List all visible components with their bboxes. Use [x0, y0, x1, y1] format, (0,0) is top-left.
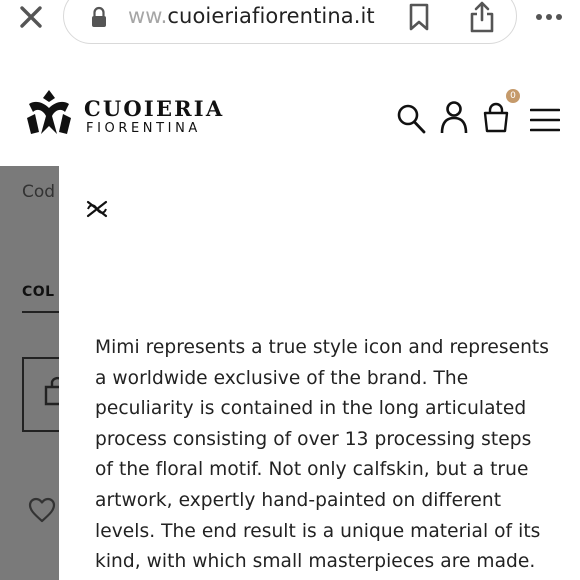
- shopping-bag-icon[interactable]: [481, 101, 511, 133]
- browser-toolbar: [0, 0, 580, 62]
- brand-name-line1: CUOIERIA: [84, 96, 225, 121]
- brand-logo-icon[interactable]: [25, 88, 73, 136]
- bookmark-icon[interactable]: [408, 3, 430, 31]
- more-options-icon[interactable]: [535, 13, 563, 21]
- cart-count-badge: 0: [506, 89, 520, 103]
- wishlist-heart-icon[interactable]: [28, 497, 56, 523]
- share-icon[interactable]: [468, 0, 496, 34]
- brand-name-line2: FIORENTINA: [86, 121, 201, 136]
- product-description-text: Mimi represents a true style icon and represents a worldwide exclusive of the brand. The peculiarity is contained in the long articulated process consisting of over 13 processing steps of the floral motif. Not only calfskin, but a true artwork, expertly hand-painted on different levels. The end result is a unique material of its kind, with which small masterpieces are made.: [95, 337, 550, 573]
- user-account-icon[interactable]: [439, 100, 469, 134]
- search-icon[interactable]: [396, 103, 426, 135]
- close-drawer-icon[interactable]: [85, 198, 109, 220]
- color-section-underline: [22, 311, 62, 313]
- close-icon[interactable]: [18, 4, 44, 30]
- hamburger-menu-icon[interactable]: [530, 108, 560, 132]
- url-domain: cuoieriafiorentina.it: [167, 4, 375, 28]
- product-code-label: Cod: [22, 182, 56, 202]
- url-prefix: ww.: [128, 4, 168, 28]
- lock-icon: [90, 6, 108, 28]
- url-text[interactable]: [128, 4, 375, 28]
- color-section-label: COL: [22, 284, 55, 300]
